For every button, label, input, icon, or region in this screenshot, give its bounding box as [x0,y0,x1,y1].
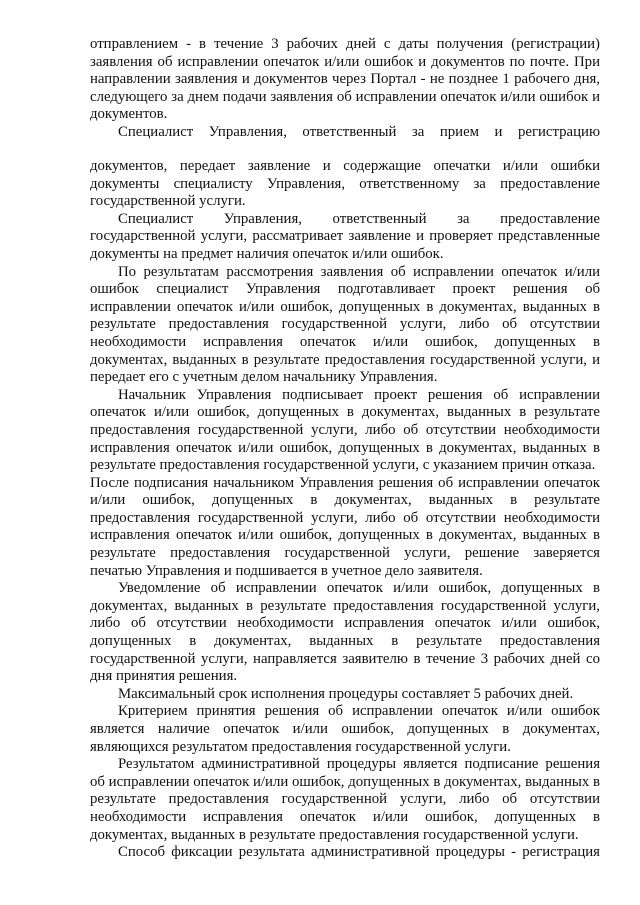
paragraph-specialist-reception: Специалист Управления, ответственный за прием и регистрацию [118,123,600,140]
paragraph-max-duration: Максимальный срок исполнения процедуры составляет 5 рабочих дней. [118,685,574,702]
paragraph-continuation: отправлением - в течение 3 рабочих дней с даты получения (регистрации) заявления об исправлении опечаток и/или ошибок и документов по почте. При направлении заявления и документов через Портал - не позднее 1 рабочего дня, следующего за днем подачи заявления об исправлении опечаток и/или ошибок и документов. [90,36,600,123]
paragraph-head-signs-decision: Начальник Управления подписывает проект решения об исправлении опечаток и/или ошибок, допущенных в документах, выданных в результате предоставления государственной услуги, либо об отсутствии необходимости исправления опечаток и/или ошибок, допущенных в документах, выданных в результате предоставления государственной услуги, с указанием причин отказа. [90,386,600,474]
paragraph-procedure-result: Результатом административной процедуры является подписание решения об исправлении опечаток и/или ошибок, допущенных в документах, выданных в результате предоставления государственной услуги, либо об отсутствии необходимости исправления опечаток и/или ошибок, допущенных в документах, выданных в результате предоставления государственной услуги. [90,756,600,843]
paragraph-transfer-documents: документов, передает заявление и содержащие опечатки и/или ошибки документы специалисту Управления, ответственному за предоставление государственной услуги. [90,158,600,210]
paragraph-review-application: Специалист Управления, ответственный за предоставление государственной услуги, рассматривает заявление и проверяет представленные документы на предмет наличия опечаток и/или ошибок. [90,210,600,262]
paragraph-after-signing: После подписания начальником Управления решения об исправлении опечаток и/или ошибок, допущенных в документах, выданных в результате предоставления государственной услуги, либо об отсутствии необходимости исправления опечаток и/или ошибок, допущенных в документах, выданных в результате предоставления государственной услуги, решение заверяется печатью Управления и подшивается в учетное дело заявителя. [90,474,600,579]
main-text-block [90,158,600,862]
paragraph-decision-criterion: Критерием принятия решения об исправлении опечаток и/или ошибок является наличие опечаток и/или ошибок, допущенных в документах, являющихся результатом предоставления государственной услуги. [90,703,600,755]
paragraph-result-recording: Способ фиксации результата административной процедуры - регистрация [118,844,600,861]
top-text-block [90,36,600,142]
paragraph-prepare-draft-decision: По результатам рассмотрения заявления об исправлении опечаток и/или ошибок специалист Управления подготавливает проект решения об исправлении опечаток и/или ошибок, допущенных в документах, выданных в результате предоставления государственной услуги, либо об отсутствии необходимости исправления опечаток и/или ошибок, допущенных в документах, выданных в результате предоставления государственной услуги, и передает его с учетным делом начальнику Управления. [90,263,600,386]
paragraph-notification: Уведомление об исправлении опечаток и/или ошибок, допущенных в документах, выданных в результате предоставления государственной услуги, либо об отсутствии необходимости исправления опечаток и/или ошибок, допущенных в документах, выданных в результате предоставления государственной услуги, направляется заявителю в течение 3 рабочих дней со дня принятия решения. [90,580,600,685]
